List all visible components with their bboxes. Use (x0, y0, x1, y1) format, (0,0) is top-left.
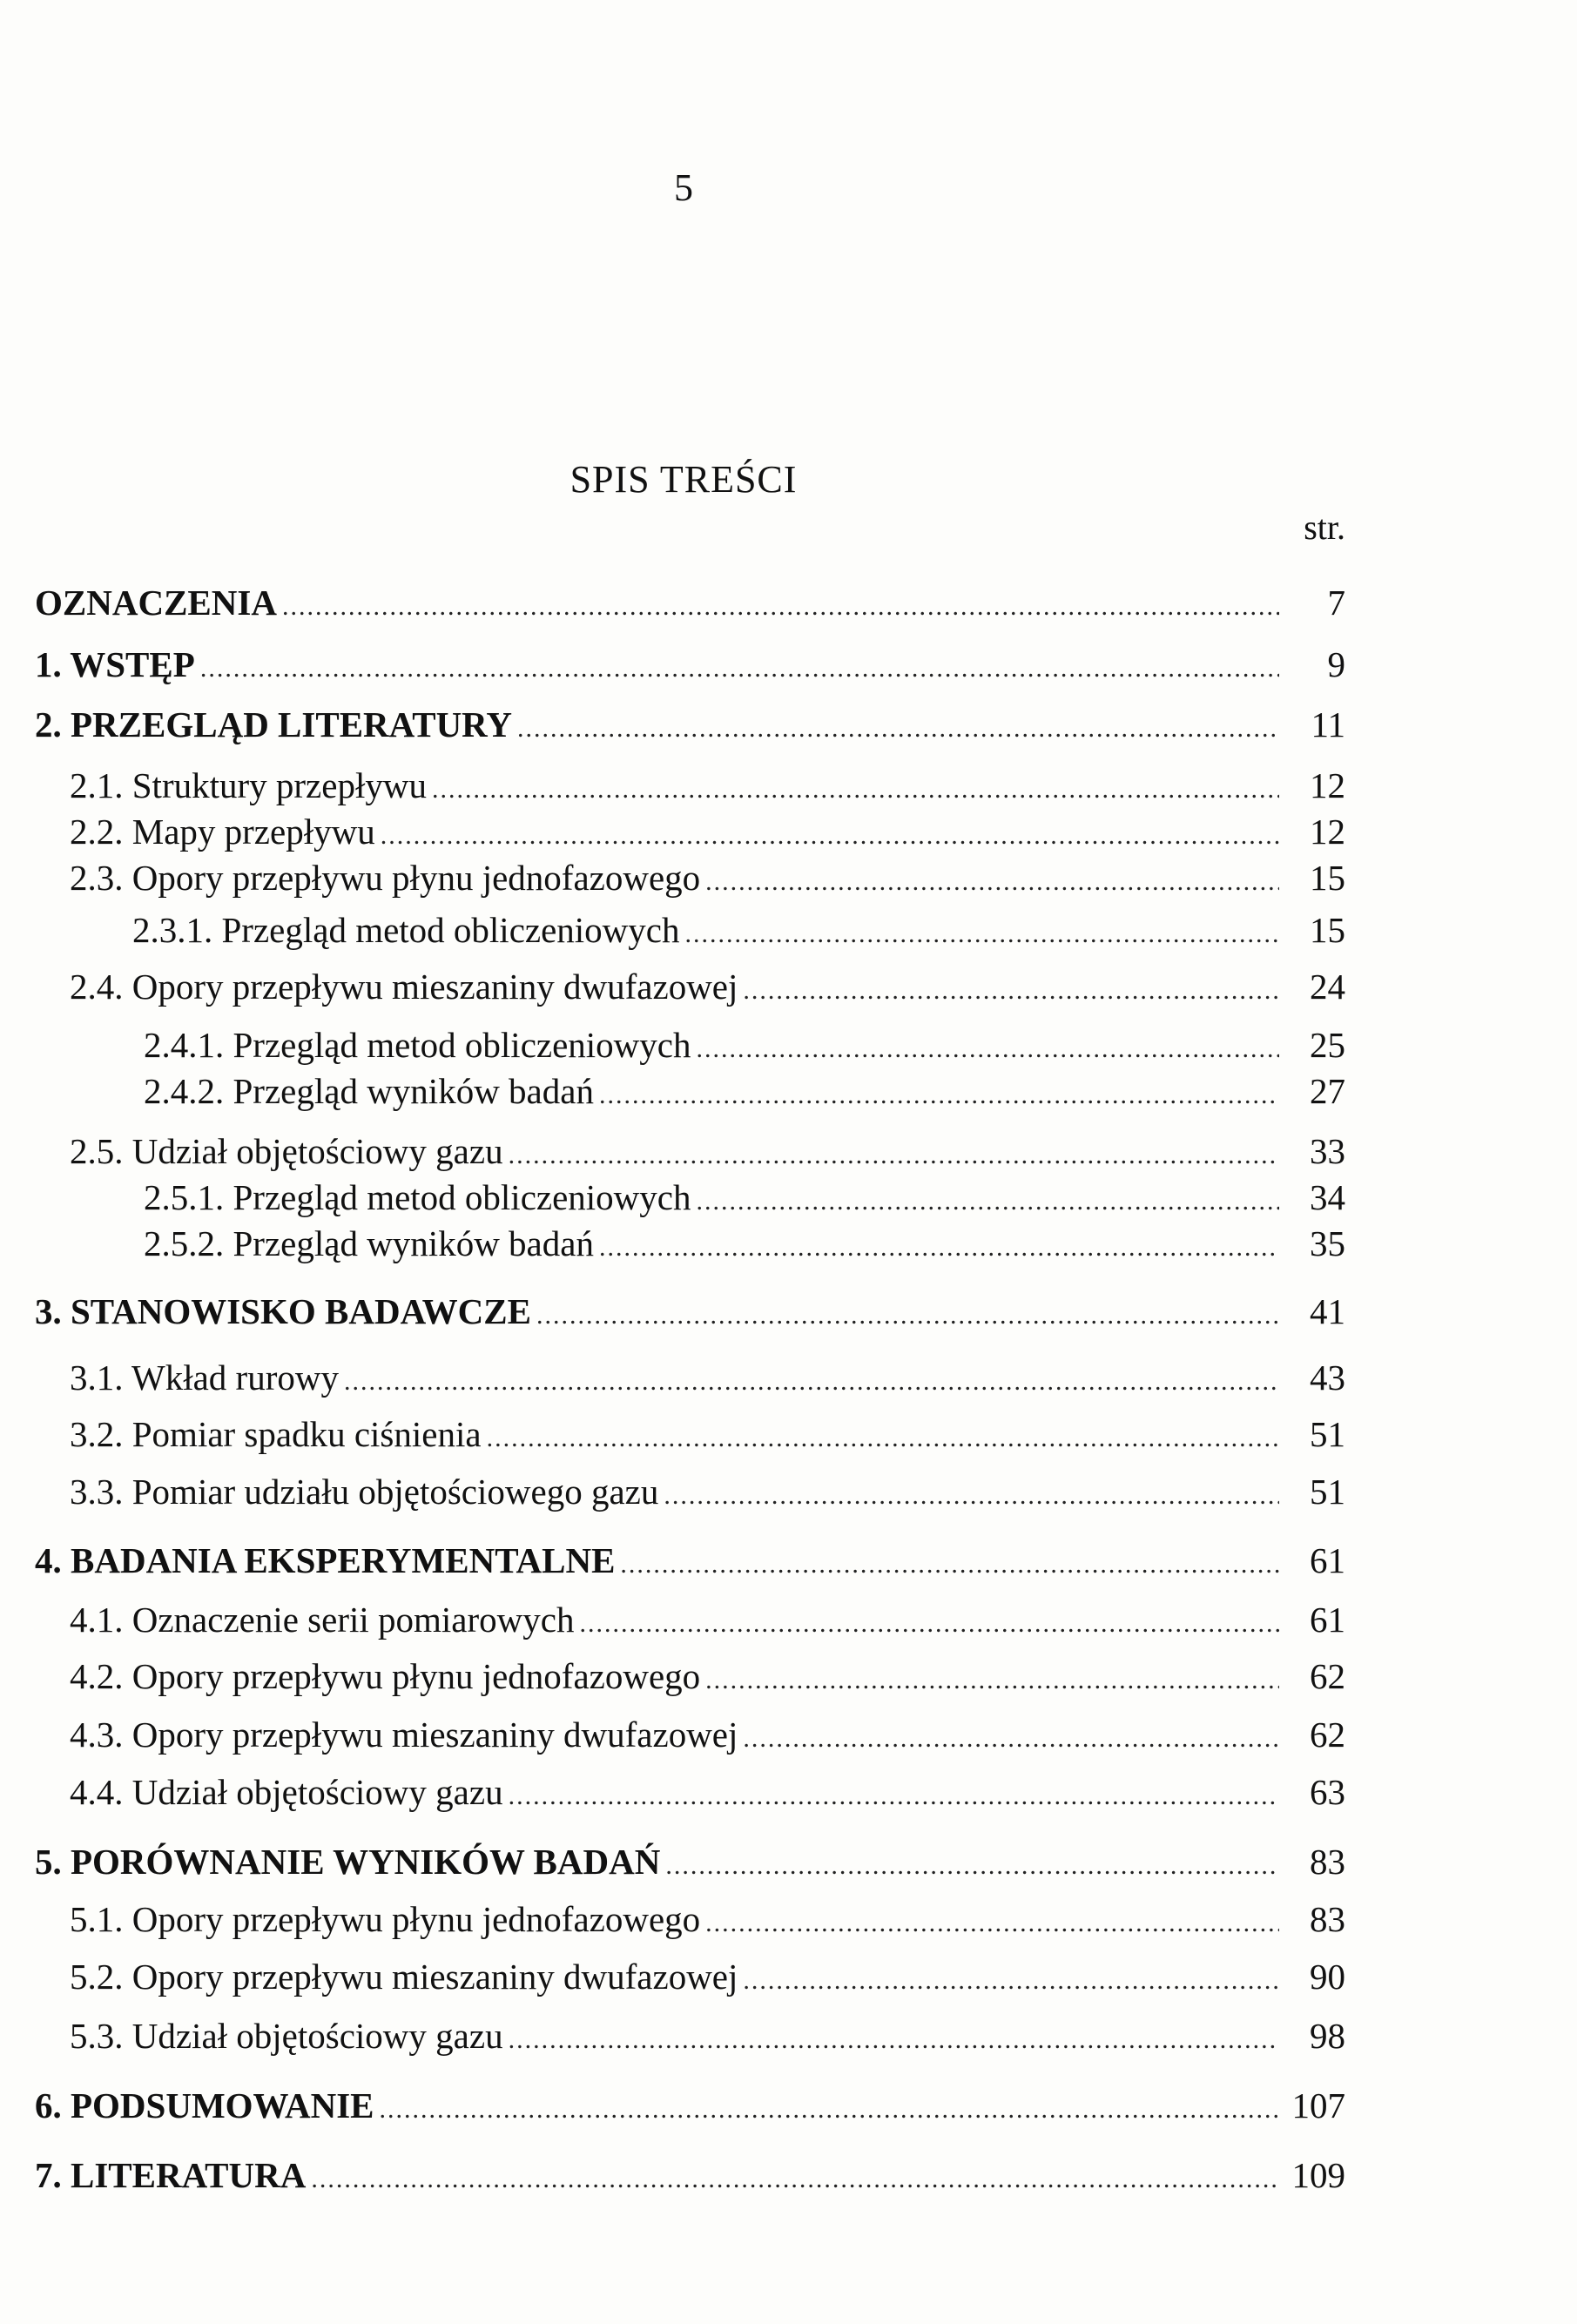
toc-entry-chapter[interactable] (35, 704, 1345, 744)
toc-entry-chapter[interactable] (35, 1291, 1345, 1331)
dot-leader (705, 1667, 1279, 1694)
toc-entry-page: 27 (1310, 1071, 1345, 1111)
toc-entry-title: 6. PODSUMOWANIE (35, 2085, 374, 2125)
toc-entry-title: 2.5.2. Przegląd wyników badań (144, 1223, 594, 1263)
toc-entry-page: 62 (1310, 1656, 1345, 1696)
toc-entry-page: 15 (1310, 910, 1345, 950)
page-number: 5 (674, 166, 693, 209)
toc-entry-page: 61 (1310, 1600, 1345, 1640)
dot-leader (432, 777, 1279, 803)
dot-leader (705, 869, 1279, 895)
toc-entry-subsection[interactable] (144, 1027, 1345, 1063)
dot-leader (536, 1303, 1279, 1329)
page-title: SPIS TREŚCI (569, 458, 798, 501)
toc-entry-title: 2.1. Struktury przepływu (70, 765, 427, 805)
toc-entry-page: 7 (1327, 583, 1345, 623)
toc-entry-title: 5.2. Opory przepływu mieszaniny dwufazowej (70, 1957, 738, 1997)
toc-entry-page: 34 (1310, 1177, 1345, 1217)
toc-entry-page: 83 (1310, 1842, 1345, 1882)
toc-entry-title: 5.3. Udział objętościowy gazu (70, 2016, 503, 2056)
toc-entry-title: 4.2. Opory przepływu płynu jednofazowego (70, 1656, 701, 1696)
toc-entry-title: 4. BADANIA EKSPERYMENTALNE (35, 1540, 616, 1580)
toc-entry-page: 33 (1310, 1131, 1345, 1171)
toc-entry-title: 2.3. Opory przepływu płynu jednofazowego (70, 858, 701, 898)
toc-entry-title: 2. PRZEGLĄD LITERATURY (35, 704, 512, 744)
toc-entry-page: 12 (1310, 765, 1345, 805)
dot-leader (380, 2097, 1279, 2123)
toc-entry-section[interactable] (70, 1414, 1345, 1454)
toc-entry-page: 9 (1327, 644, 1345, 684)
toc-entry-title: 2.4. Opory przepływu mieszaniny dwufazowej (70, 967, 738, 1007)
toc-entry-section[interactable] (70, 969, 1345, 1005)
toc-entry-page: 12 (1310, 812, 1345, 852)
toc-entry-chapter[interactable] (35, 1844, 1345, 1880)
toc-entry-page: 62 (1310, 1714, 1345, 1755)
toc-entry-section[interactable] (70, 1899, 1345, 1939)
dot-leader (697, 1189, 1280, 1215)
dot-leader (381, 823, 1279, 849)
toc-entry-title: 2.5.1. Przegląd metod obliczeniowych (144, 1177, 691, 1217)
toc-entry-title: 2.5. Udział objętościowy gazu (70, 1131, 503, 1171)
toc-entry-title: 5. PORÓWNANIE WYNIKÓW BADAŃ (35, 1842, 661, 1882)
toc-entry-section[interactable] (70, 1959, 1345, 1995)
dot-leader (743, 1968, 1279, 1994)
toc-entry-page: 41 (1310, 1291, 1345, 1331)
dot-leader (743, 978, 1279, 1004)
page-column-label: str. (1304, 508, 1345, 547)
toc-entry-title: 3.3. Pomiar udziału objętościowego gazu (70, 1472, 659, 1512)
dot-leader (311, 2166, 1279, 2193)
dot-leader (344, 1369, 1279, 1395)
toc-entry-title: 1. WSTĘP (35, 644, 195, 684)
dot-leader (579, 1611, 1279, 1637)
toc-entry-section[interactable] (70, 2018, 1345, 2054)
toc-entry-title: 4.3. Opory przepływu mieszaniny dwufazowej (70, 1714, 738, 1755)
toc-entry-page: 90 (1310, 1957, 1345, 1997)
dot-leader (509, 1142, 1279, 1169)
toc-entry-page: 11 (1311, 704, 1345, 744)
toc-entry-title: 7. LITERATURA (35, 2155, 307, 2195)
toc-entry-page: 51 (1310, 1414, 1345, 1454)
toc-entry-section[interactable] (70, 1357, 1345, 1398)
dot-leader (282, 594, 1279, 620)
dot-leader (620, 1552, 1279, 1578)
toc-entry-section[interactable] (70, 1474, 1345, 1510)
dot-leader (599, 1235, 1279, 1261)
dot-leader (665, 1853, 1279, 1879)
toc-entry-title: 3. STANOWISKO BADAWCZE (35, 1291, 531, 1331)
toc-entry-page: 51 (1310, 1472, 1345, 1512)
toc-entry-page: 15 (1310, 858, 1345, 898)
toc-entry-page: 24 (1310, 967, 1345, 1007)
toc-entry-page: 35 (1310, 1223, 1345, 1263)
toc-entry-title: OZNACZENIA (35, 583, 277, 623)
dot-leader (697, 1036, 1280, 1062)
toc-entry-page: 109 (1291, 2155, 1345, 2195)
toc-entry-title: 2.4.2. Przegląd wyników badań (144, 1071, 594, 1111)
dot-leader (509, 1783, 1279, 1809)
toc-entry-page: 98 (1310, 2016, 1345, 2056)
toc-entry-chapter[interactable] (35, 1540, 1345, 1580)
toc-entry-page: 107 (1291, 2085, 1345, 2125)
toc-entry-section[interactable] (70, 1714, 1345, 1755)
toc-entry-title: 4.1. Oznaczenie serii pomiarowych (70, 1600, 575, 1640)
toc-entry-chapter[interactable] (35, 2155, 1345, 2195)
toc-entry-section[interactable] (70, 1656, 1345, 1696)
toc-entry-subsection[interactable] (144, 1177, 1345, 1217)
toc-entry-chapter[interactable] (35, 585, 1345, 621)
toc-entry-section[interactable] (70, 1131, 1345, 1171)
toc-entry-subsection[interactable] (132, 910, 1345, 950)
toc-entry-page: 61 (1310, 1540, 1345, 1580)
toc-entry-title: 4.4. Udział objętościowy gazu (70, 1772, 503, 1812)
toc-entry-chapter[interactable] (35, 2085, 1345, 2125)
dot-leader (705, 1910, 1279, 1937)
toc-entry-title: 2.4.1. Przegląd metod obliczeniowych (144, 1025, 691, 1065)
toc-entry-page: 43 (1310, 1357, 1345, 1398)
dot-leader (743, 1726, 1279, 1752)
toc-entry-title: 2.3.1. Przegląd metod obliczeniowych (132, 910, 680, 950)
toc-entry-section[interactable] (70, 1772, 1345, 1812)
toc-entry-section[interactable] (70, 1602, 1345, 1638)
dot-leader (599, 1082, 1279, 1108)
dot-leader (664, 1483, 1279, 1509)
toc-entry-title: 2.2. Mapy przepływu (70, 812, 375, 852)
toc-entry-subsection[interactable] (144, 1223, 1345, 1263)
toc-entry-page: 63 (1310, 1772, 1345, 1812)
dot-leader (487, 1425, 1279, 1452)
toc-entry-title: 3.1. Wkład rurowy (70, 1357, 339, 1398)
dot-leader (517, 716, 1279, 742)
toc-entry-title: 5.1. Opory przepływu płynu jednofazowego (70, 1899, 701, 1939)
toc-entry-subsection[interactable] (144, 1071, 1345, 1111)
toc-entry-section[interactable] (70, 860, 1345, 896)
toc-entry-page: 25 (1310, 1025, 1345, 1065)
toc-entry-chapter[interactable] (35, 644, 1345, 684)
toc-entry-title: 3.2. Pomiar spadku ciśnienia (70, 1414, 482, 1454)
dot-leader (200, 656, 1279, 682)
toc-entry-section[interactable] (70, 814, 1345, 850)
toc-entry-page: 83 (1310, 1899, 1345, 1939)
dot-leader (509, 2027, 1279, 2053)
dot-leader (685, 921, 1280, 947)
toc-entry-section[interactable] (70, 765, 1345, 805)
